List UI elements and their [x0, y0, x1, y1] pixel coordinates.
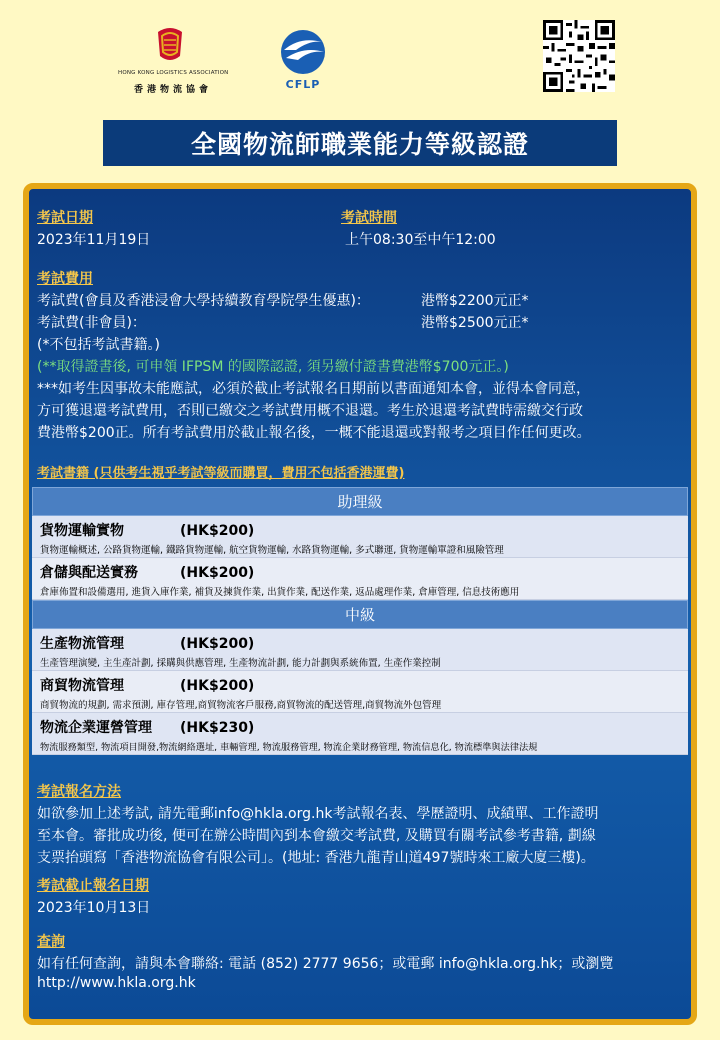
- cflp-emblem-icon: [270, 28, 336, 78]
- book-desc: 商貿物流的規劃, 需求預測, 庫存管理,商貿物流客戶服務,商貿物流的配送管理,商貿物流外包管理: [40, 700, 442, 711]
- book-row: [32, 558, 688, 600]
- deadline-heading: 考試截止報名日期: [37, 878, 149, 894]
- book-name: 商貿物流管理: [40, 678, 124, 694]
- enquiry-line-2[interactable]: http://www.hkla.org.hk: [37, 975, 196, 991]
- cflp-logo: [270, 28, 336, 94]
- book-name: 物流企業運營管理: [40, 720, 152, 736]
- book-desc: 倉庫佈置和設備選用, 進貨入庫作業, 補貨及揀貨作業, 出貨作業, 配送作業, 返品處理作業, 倉庫管理, 信息技術應用: [40, 587, 520, 598]
- book-desc: 貨物運輸概述, 公路貨物運輸, 鐵路貨物運輸, 航空貨物運輸, 水路貨物運輸, 多式聯運, 貨物運輸單證和風險管理: [40, 545, 504, 556]
- cflp-logo-text: CFLP: [285, 78, 321, 91]
- book-price: (HK$200): [180, 678, 255, 694]
- registration-line-1: 如欲參加上述考試, 請先電郵info@hkla.org.hk考試報名表、學歷證明、成績單、工作證明: [37, 806, 599, 822]
- enquiry-line-1: 如有任何查詢，請與本會聯絡: 電話 (852) 2777 9656；或電郵 info@hkla.org.hk；或瀏覽: [37, 956, 614, 972]
- deadline-value: 2023年10月13日: [37, 900, 151, 916]
- book-price: (HK$230): [180, 720, 255, 736]
- fee-note-ifpsm: (**取得證書後, 可申領 IFPSM 的國際認證, 須另繳付證書費港幣$700元正。): [37, 359, 509, 375]
- book-row: [32, 671, 688, 713]
- book-row: [32, 713, 688, 755]
- book-row: [32, 516, 688, 558]
- refund-line-3: 費港幣$200正。所有考試費用於截止報名後，一概不能退還或對報考之項目作任何更改。: [37, 425, 591, 441]
- nonmember-fee-value: 港幣$2500元正*: [421, 315, 529, 331]
- refund-line-2: 方可獲退還考試費用，否則已繳交之考試費用概不退還。考生於退還考試費時需繳交行政: [37, 403, 583, 419]
- hkla-logo-zh: 香港物流協會: [133, 85, 212, 95]
- book-row: [32, 629, 688, 671]
- page-title: 全國物流師職業能力等級認證: [190, 130, 529, 159]
- exam-date-heading: 考試日期: [37, 210, 93, 226]
- book-desc: 生產管理演變, 主生產計劃, 採購與供應管理, 生產物流計劃, 能力計劃與系統佈置, 生產作業控制: [40, 658, 441, 669]
- book-price: (HK$200): [180, 636, 255, 652]
- enquiry-heading: 查詢: [37, 934, 65, 950]
- refund-line-1: ***如考生因事故未能應試，必須於截止考試報名日期前以書面通知本會，並得本會同意，: [37, 381, 590, 397]
- book-name: 倉儲與配送實務: [40, 565, 138, 581]
- nonmember-fee-label: 考試費(非會員)：: [37, 315, 146, 331]
- book-name: 生產物流管理: [40, 636, 124, 652]
- title-banner: [103, 120, 617, 166]
- qr-code-icon[interactable]: [543, 20, 615, 92]
- book-price: (HK$200): [180, 565, 255, 581]
- exam-date-value: 2023年11月19日: [37, 232, 151, 248]
- exam-time-value: 上午08:30至中午12:00: [345, 232, 496, 248]
- books-table: [32, 487, 688, 755]
- exam-time-heading: 考試時間: [341, 210, 397, 226]
- hkla-logo: [118, 26, 228, 96]
- book-name: 貨物運輸實物: [40, 523, 124, 539]
- info-panel: [23, 183, 697, 1025]
- member-fee-label: 考試費(會員及香港浸會大學持續教育學院學生優惠)：: [37, 293, 370, 309]
- registration-heading: 考試報名方法: [37, 784, 121, 800]
- books-heading: 考試書籍 (只供考生視乎考試等級而購買，費用不包括香港運費): [37, 466, 405, 481]
- member-fee-value: 港幣$2200元正*: [421, 293, 529, 309]
- fee-note-books: (*不包括考試書籍。): [37, 337, 160, 353]
- level-intermediate: 中級: [32, 600, 688, 629]
- hkla-emblem-icon: [150, 26, 190, 66]
- book-desc: 物流服務類型, 物流項目開發,物流網絡選址, 車輛管理, 物流服務管理, 物流企業財務管理, 物流信息化, 物流標準與法律法規: [40, 742, 538, 753]
- registration-line-2: 至本會。審批成功後, 便可在辦公時間內到本會繳交考試費, 及購買有關考試參考書籍, 劃線: [37, 828, 596, 844]
- hkla-logo-en: HONG KONG LOGISTICS ASSOCIATION: [118, 70, 229, 76]
- book-price: (HK$200): [180, 523, 255, 539]
- level-assistant: 助理級: [32, 487, 688, 516]
- fees-heading: 考試費用: [37, 271, 93, 287]
- registration-line-3: 支票抬頭寫「香港物流協會有限公司」。(地址: 香港九龍青山道497號時來工廠大廈三樓)。: [37, 850, 595, 866]
